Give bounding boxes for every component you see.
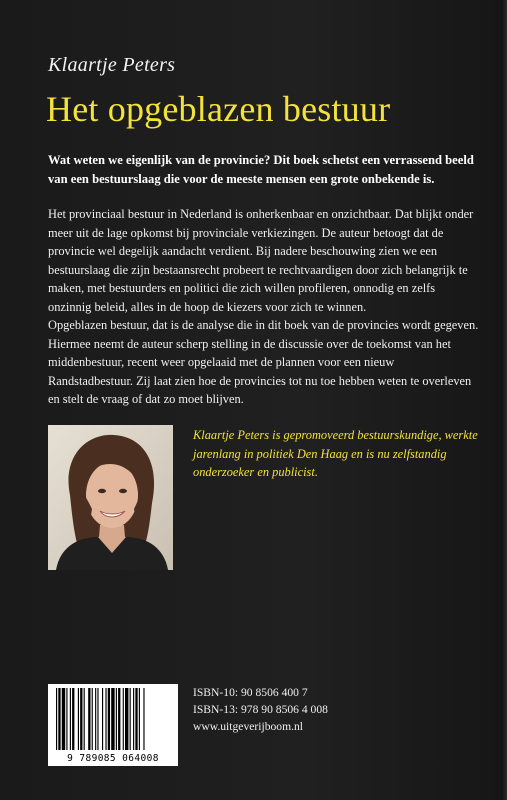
- barcode-bar: [130, 688, 131, 750]
- barcode-bars: [48, 686, 178, 754]
- barcode-bar: [118, 688, 120, 750]
- barcode-bar: [92, 688, 93, 750]
- barcode-bar: [108, 688, 110, 750]
- barcode-bar: [58, 688, 60, 750]
- description-paragraph-1: Het provinciaal bestuur in Nederland is onherkenbaar en onzichtbaar. Dat blijkt onder meer uit de lage opkomst bij provinciale verkiezingen. De auteur betoogt dat de provincie wel degelijk aandacht verdient. Bij nadere beschouwing zien we een bestuurslaag die zijn bestaansrecht probeert te rechtvaardigen door zich belangrijk te maken, met bestuurders en politici die zich willen profileren, onnodig en zelfs onzinnig beleid, alles in de hoop de kiezers voor zich te winnen.: [48, 207, 474, 314]
- barcode-bar: [72, 688, 74, 750]
- barcode-bar: [62, 688, 65, 750]
- intro-text: Wat weten we eigenlijk van de provincie? Dit boek schetst een verrassend beeld van een bestuurslaag die voor de meeste mensen een grote onbekende is.: [48, 153, 474, 186]
- isbn-13: ISBN-13: 978 90 8506 4 008: [193, 703, 328, 716]
- author-bio: Klaartje Peters is gepromoveerd bestuurskundige, werkte jarenlang in politiek Den Haag en is nu zelfstandig onderzoeker en publicist.: [193, 428, 478, 480]
- barcode-bar: [97, 688, 98, 750]
- book-title: Het opgeblazen bestuur: [46, 89, 391, 129]
- description-paragraph-2: Opgeblazen bestuur, dat is de analyse die in dit boek van de provincies wordt gegeven. Hiermee neemt de auteur scherp stelling in de discussie over de toekomst van het middenbestuur, recent weer opgelaaid met de plannen voor een nieuw Randstadbestuur. Zij laat zien hoe de provincies tot nu toe hebben weten te overleven en stelt de vraag of dat zo moet blijven.: [48, 318, 479, 407]
- barcode-bar: [111, 688, 114, 750]
- barcode-bar: [105, 688, 106, 750]
- author-name: Klaartje Peters: [48, 54, 176, 76]
- barcode-bar: [125, 688, 128, 750]
- barcode-bar: [56, 688, 57, 750]
- barcode-bar: [135, 688, 137, 750]
- barcode-bar: [116, 688, 117, 750]
- barcode-bar: [123, 688, 124, 750]
- barcode-bar: [143, 688, 144, 750]
- barcode-bar: [102, 688, 103, 750]
- barcode-bar: [139, 688, 140, 750]
- author-portrait-image: [48, 425, 173, 570]
- publisher-website[interactable]: www.uitgeverijboom.nl: [193, 720, 304, 733]
- barcode-bar: [70, 688, 71, 750]
- cover-edge: [501, 0, 507, 800]
- barcode-digits: 9 789085 064008: [67, 753, 159, 764]
- isbn-10: ISBN-10: 90 8506 400 7: [193, 686, 308, 699]
- isbn-block: [193, 684, 328, 735]
- barcode-bar: [88, 688, 90, 750]
- barcode-bar: [95, 688, 96, 750]
- barcode-bar: [80, 688, 82, 750]
- barcode-bar: [78, 688, 79, 750]
- barcode-bar: [84, 688, 85, 750]
- barcode-bar: [133, 688, 134, 750]
- barcode-bar: [66, 688, 67, 750]
- author-photo: [48, 425, 173, 570]
- barcode: [48, 684, 178, 766]
